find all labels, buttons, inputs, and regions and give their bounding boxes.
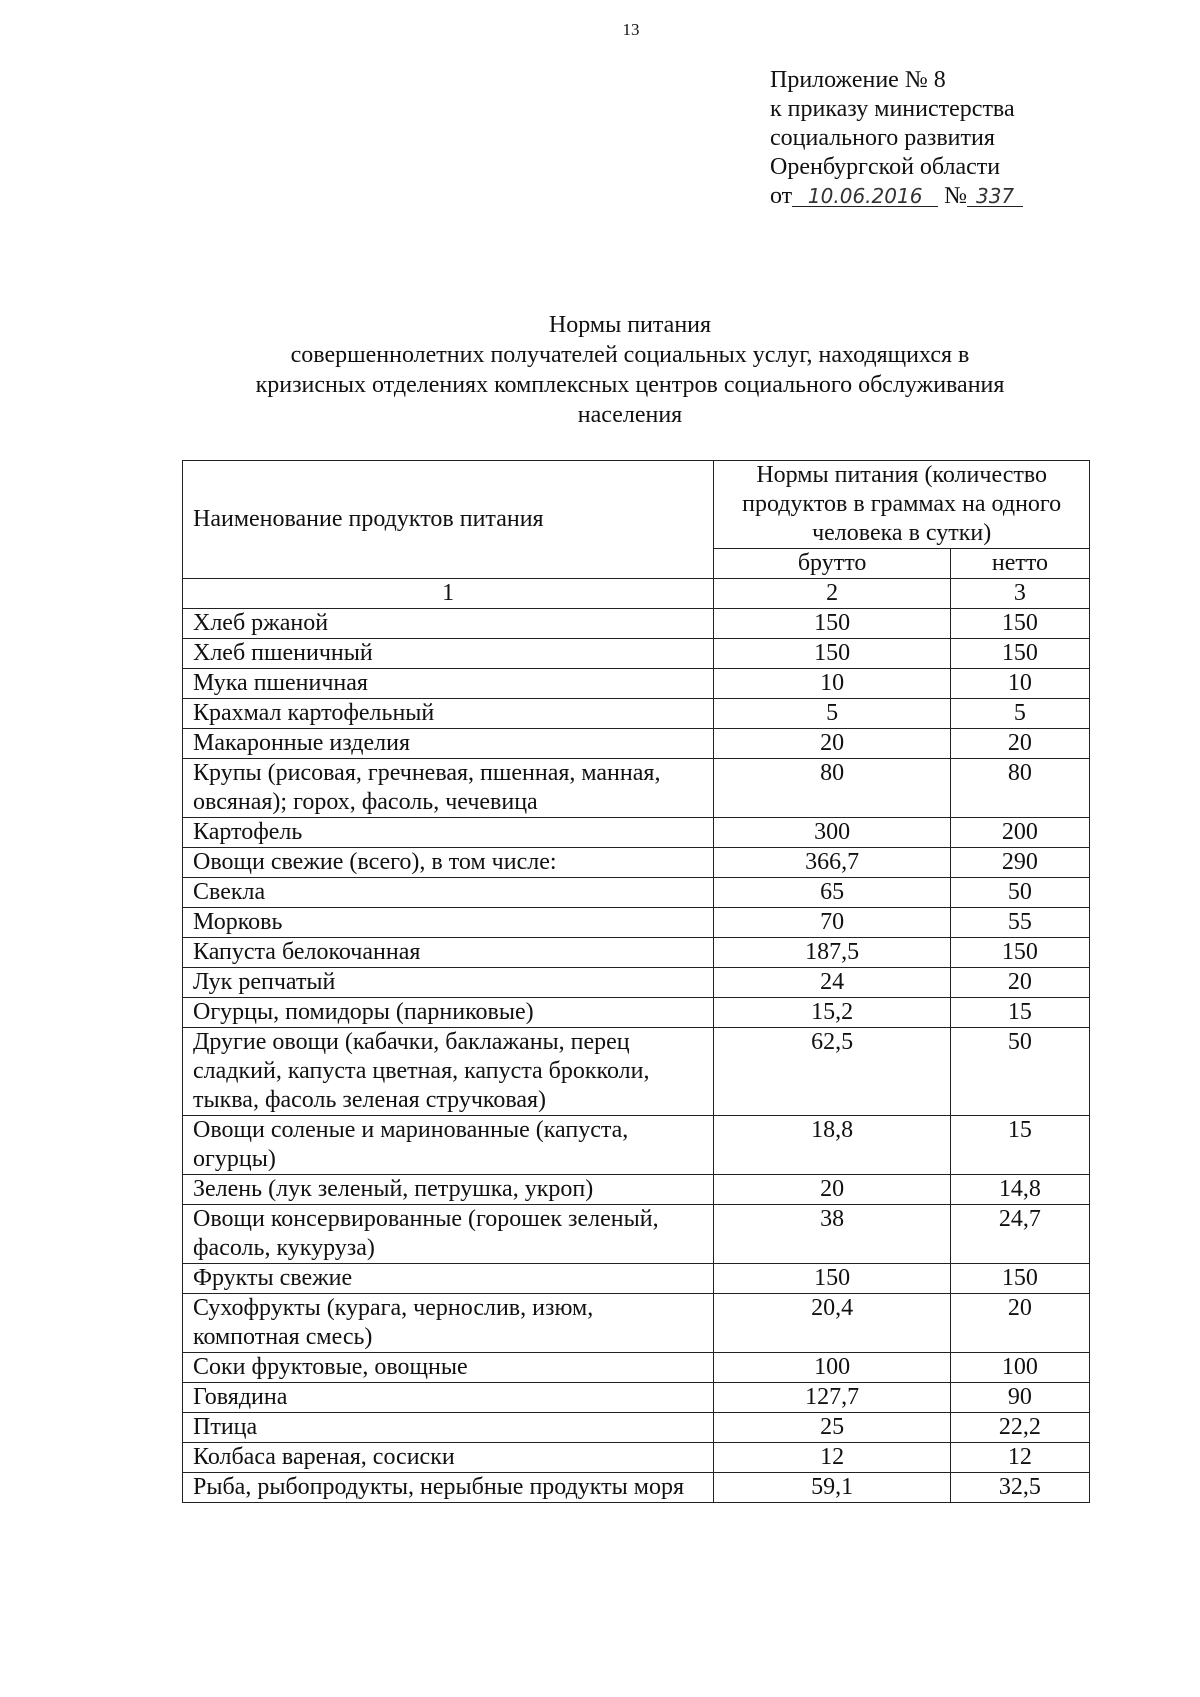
net-cell: 150 xyxy=(950,639,1089,669)
net-cell: 20 xyxy=(950,968,1089,998)
from-prefix: от xyxy=(770,183,793,209)
table-row xyxy=(183,818,1090,848)
table-row xyxy=(183,1353,1090,1383)
net-cell: 50 xyxy=(950,1028,1089,1116)
appendix-line-1: Приложение № 8 xyxy=(770,67,946,93)
handwritten-number: 337 xyxy=(967,186,1023,207)
table-row xyxy=(183,669,1090,699)
table-row xyxy=(183,1413,1090,1443)
product-name-cell: Крупы (рисовая, гречневая, пшенная, манная, овсяная); горох, фасоль, чечевица xyxy=(183,759,714,818)
header-gross: брутто xyxy=(714,549,951,579)
net-cell: 32,5 xyxy=(950,1473,1089,1503)
net-cell: 15 xyxy=(950,1116,1089,1175)
gross-cell: 127,7 xyxy=(714,1383,951,1413)
net-cell: 290 xyxy=(950,848,1089,878)
product-name-cell: Зелень (лук зеленый, петрушка, укроп) xyxy=(183,1175,714,1205)
title-line-3: кризисных отделениях комплексных центров социального обслуживания xyxy=(255,372,1005,398)
gross-cell: 15,2 xyxy=(714,998,951,1028)
product-name-cell: Капуста белокочанная xyxy=(183,938,714,968)
net-cell: 24,7 xyxy=(950,1205,1089,1264)
table-row xyxy=(183,1116,1090,1175)
gross-cell: 59,1 xyxy=(714,1473,951,1503)
product-name-cell: Лук репчатый xyxy=(183,968,714,998)
net-cell: 100 xyxy=(950,1353,1089,1383)
table-row xyxy=(183,639,1090,669)
table-body xyxy=(183,609,1090,1503)
table-row xyxy=(183,609,1090,639)
gross-cell: 150 xyxy=(714,1264,951,1294)
gross-cell: 300 xyxy=(714,818,951,848)
product-name-cell: Соки фруктовые, овощные xyxy=(183,1353,714,1383)
product-name-cell: Другие овощи (кабачки, баклажаны, перец сладкий, капуста цветная, капуста брокколи, тыква, фасоль зеленая стручковая) xyxy=(183,1028,714,1116)
product-name-cell: Картофель xyxy=(183,818,714,848)
table-row xyxy=(183,1383,1090,1413)
table-row xyxy=(183,1294,1090,1353)
product-name-cell: Овощи консервированные (горошек зеленый, фасоль, кукуруза) xyxy=(183,1205,714,1264)
table-row xyxy=(183,1264,1090,1294)
title-line-1: Нормы питания xyxy=(548,312,712,338)
index-col-1: 1 xyxy=(183,579,714,609)
net-cell: 15 xyxy=(950,998,1089,1028)
net-cell: 150 xyxy=(950,1264,1089,1294)
gross-cell: 5 xyxy=(714,699,951,729)
table-row xyxy=(183,1473,1090,1503)
table-row xyxy=(183,1175,1090,1205)
net-cell: 5 xyxy=(950,699,1089,729)
table-row xyxy=(183,1028,1090,1116)
net-cell: 50 xyxy=(950,878,1089,908)
handwritten-date: 10.06.2016 xyxy=(792,186,938,207)
net-cell: 55 xyxy=(950,908,1089,938)
product-name-cell: Сухофрукты (курага, чернослив, изюм, компотная смесь) xyxy=(183,1294,714,1353)
product-name-cell: Макаронные изделия xyxy=(183,729,714,759)
table-row xyxy=(183,938,1090,968)
page-number: 13 xyxy=(622,20,640,39)
product-name-cell: Овощи соленые и маринованные (капуста, огурцы) xyxy=(183,1116,714,1175)
appendix-date-line xyxy=(770,182,1023,211)
table-row xyxy=(183,968,1090,998)
product-name-cell: Огурцы, помидоры (парниковые) xyxy=(183,998,714,1028)
net-cell: 22,2 xyxy=(950,1413,1089,1443)
gross-cell: 10 xyxy=(714,669,951,699)
gross-cell: 70 xyxy=(714,908,951,938)
header-product-name: Наименование продуктов питания xyxy=(183,461,714,579)
product-name-cell: Мука пшеничная xyxy=(183,669,714,699)
header-net: нетто xyxy=(950,549,1089,579)
appendix-block xyxy=(770,66,1023,211)
table-row xyxy=(183,908,1090,938)
appendix-line-2: к приказу министерства xyxy=(770,96,1015,122)
net-cell: 80 xyxy=(950,759,1089,818)
title-line-2: совершеннолетних получателей социальных услуг, находящихся в xyxy=(290,342,970,368)
table-row xyxy=(183,1205,1090,1264)
product-name-cell: Говядина xyxy=(183,1383,714,1413)
net-cell: 20 xyxy=(950,1294,1089,1353)
index-col-3: 3 xyxy=(950,579,1089,609)
net-cell: 200 xyxy=(950,818,1089,848)
table-row xyxy=(183,1443,1090,1473)
gross-cell: 20 xyxy=(714,729,951,759)
table-row xyxy=(183,878,1090,908)
gross-cell: 18,8 xyxy=(714,1116,951,1175)
appendix-line-4: Оренбургской области xyxy=(770,154,1001,180)
table-row xyxy=(183,998,1090,1028)
table-row xyxy=(183,699,1090,729)
product-name-cell: Морковь xyxy=(183,908,714,938)
product-name-cell: Птица xyxy=(183,1413,714,1443)
product-name-cell: Овощи свежие (всего), в том числе: xyxy=(183,848,714,878)
product-name-cell: Рыба, рыбопродукты, нерыбные продукты моря xyxy=(183,1473,714,1503)
net-cell: 12 xyxy=(950,1443,1089,1473)
net-cell: 90 xyxy=(950,1383,1089,1413)
net-cell: 150 xyxy=(950,609,1089,639)
document-title xyxy=(180,310,1080,430)
gross-cell: 24 xyxy=(714,968,951,998)
net-cell: 150 xyxy=(950,938,1089,968)
nutrition-table-wrapper xyxy=(182,460,1090,1503)
index-col-2: 2 xyxy=(714,579,951,609)
gross-cell: 100 xyxy=(714,1353,951,1383)
gross-cell: 65 xyxy=(714,878,951,908)
product-name-cell: Хлеб пшеничный xyxy=(183,639,714,669)
gross-cell: 62,5 xyxy=(714,1028,951,1116)
gross-cell: 12 xyxy=(714,1443,951,1473)
product-name-cell: Фрукты свежие xyxy=(183,1264,714,1294)
gross-cell: 187,5 xyxy=(714,938,951,968)
table-row xyxy=(183,759,1090,818)
appendix-line-3: социального развития xyxy=(770,125,995,151)
product-name-cell: Свекла xyxy=(183,878,714,908)
table-row xyxy=(183,848,1090,878)
gross-cell: 150 xyxy=(714,639,951,669)
gross-cell: 20,4 xyxy=(714,1294,951,1353)
nutrition-table xyxy=(182,460,1090,1503)
net-cell: 20 xyxy=(950,729,1089,759)
product-name-cell: Колбаса вареная, сосиски xyxy=(183,1443,714,1473)
title-line-4: населения xyxy=(577,402,683,428)
gross-cell: 150 xyxy=(714,609,951,639)
number-prefix: № xyxy=(944,183,968,209)
gross-cell: 20 xyxy=(714,1175,951,1205)
gross-cell: 38 xyxy=(714,1205,951,1264)
net-cell: 10 xyxy=(950,669,1089,699)
gross-cell: 25 xyxy=(714,1413,951,1443)
header-norms: Нормы питания (количество продуктов в граммах на одного человека в сутки) xyxy=(714,461,1090,549)
gross-cell: 366,7 xyxy=(714,848,951,878)
gross-cell: 80 xyxy=(714,759,951,818)
table-row xyxy=(183,729,1090,759)
product-name-cell: Хлеб ржаной xyxy=(183,609,714,639)
net-cell: 14,8 xyxy=(950,1175,1089,1205)
product-name-cell: Крахмал картофельный xyxy=(183,699,714,729)
